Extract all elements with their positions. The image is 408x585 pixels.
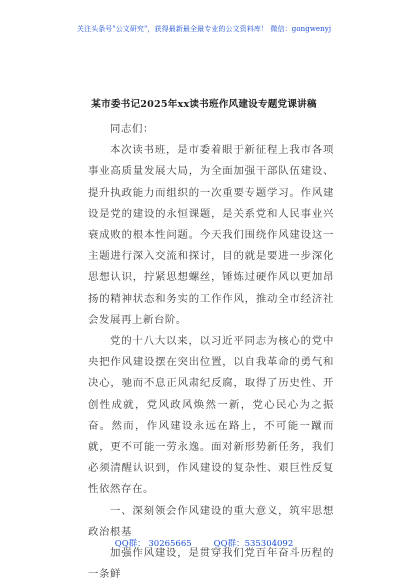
footer-qq-group-1: QQ群： 30265665: [114, 539, 192, 549]
header-banner: 关注头条号"公文研究"，获得最新最全最专业的公文资料库！ 微信：gongwenyj: [76, 25, 332, 33]
footer-contacts: [0, 537, 408, 549]
document-body: [88, 119, 334, 585]
paragraph-1: 本次读书班，是市委着眼于新征程上我市各项事业高质量发展大局，为全面加强干部队伍建设、提升执政能力而组织的一次重要专题学习。作风建设是党的建设的永恒课题，是关系党和人民事业兴衰成败的根本性问题。今天我们围绕作风建设这一主题进行深入交流和探讨，目的就是要进一步深化思想认识，拧紧思想螺丝，锤炼过硬作风以更加昂扬的精神状态和务实的工作作风，推动全市经济社会发展再上新台阶。: [88, 144, 334, 326]
footer-qq-group-2: QQ群：535304092: [213, 539, 294, 549]
paragraph-3: 加强作风建设，是贯穿我们党百年奋斗历程的一条鲜: [88, 547, 334, 581]
paragraph-2: 党的十八大以来，以习近平同志为核心的党中央把作风建设摆在突出位置，以自我革命的勇气和决心，驰而不息正风肃纪反腐，取得了历史性、开创性成就，党风政风焕然一新，党心民心为之振奋。然而，作风建设永远在路上，不可能一蹴而就，更不可能一劳永逸。面对新形势新任务，我们必须清醒认识到，作风建设的复杂性、艰巨性反复性依然存在。: [88, 335, 334, 496]
document-title: 某市委书记2025年xx读书班作风建设专题党课讲稿: [91, 99, 317, 110]
salutation: 同志们：: [110, 123, 154, 135]
section-heading-1: 一、深刻领会作风建设的重大意义，筑牢思想政治根基: [88, 504, 334, 538]
